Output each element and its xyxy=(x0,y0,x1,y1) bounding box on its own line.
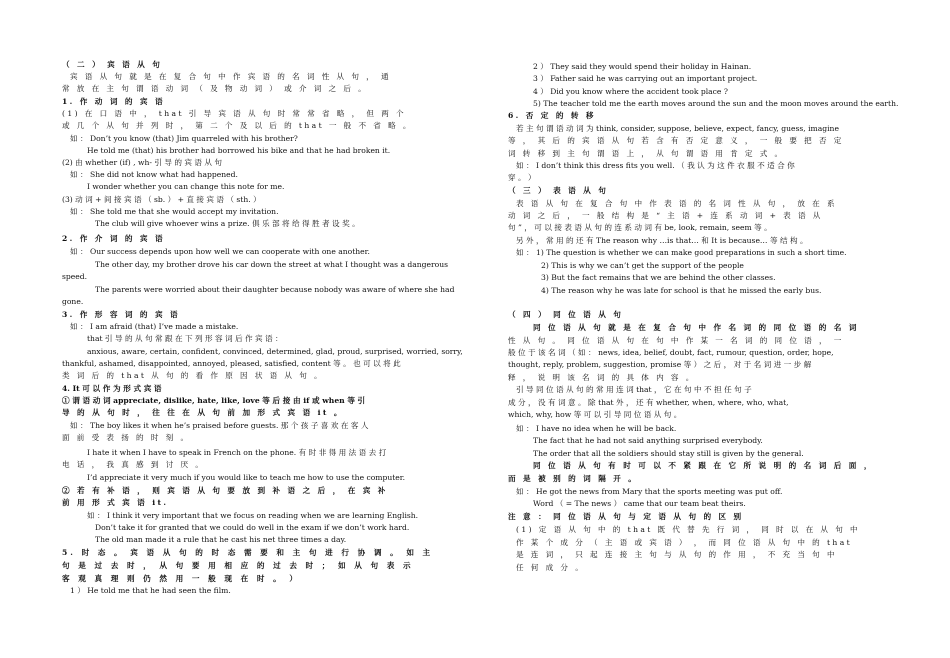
section-heading-object-clause: （ 二 ） 宾 语 从 句 xyxy=(62,60,163,69)
text-line: 常 放 在 主 句 谓 语 动 词 （ 及 物 动 词 ） 或 介 词 之 后 。 xyxy=(62,84,369,93)
word-list-line: thankful, ashamed, disappointed, annoyed, pleased, satisfied, content 等 。 也 可 以 将 此 xyxy=(62,359,401,368)
example-line: 4 ） Did you know where the accident took place ? xyxy=(533,87,728,96)
text-line: 引 导 同 位 语 从 句 的 常 用 连 词 that ， 它 在 句 中 不 担 任 句 子 xyxy=(516,385,752,394)
subheading: 4. It 可 以 作 为 形 式 宾 语 xyxy=(62,384,162,393)
section-heading-predicative-clause: （ 三 ） 表 语 从 句 xyxy=(508,186,609,195)
rule-line: 而 是 被 别 的 词 隔 开 。 xyxy=(508,474,639,483)
text-line: which, why, how 等 可 以 引 导 同 位 语 从 句 。 xyxy=(508,410,682,419)
rule-line: 前 用 形 式 宾 语 it. xyxy=(62,498,169,507)
example-line: 1 ） He told me that he had seen the film. xyxy=(70,586,231,595)
translation-line: 面 前 受 表 扬 的 时 刻 。 xyxy=(62,433,191,442)
example-line: 如 ： I am afraid (that) I’ve made a mistake. xyxy=(70,322,239,331)
example-line: 如 ： I have no idea when he will be back. xyxy=(516,424,677,433)
text-line: thought, reply, problem, suggestion, promise 等 ） 之 后 ， 对 于 名 词 进 一 步 解 xyxy=(508,360,812,369)
text-line: 宾 语 从 句 就 是 在 复 合 句 中 作 宾 语 的 名 词 性 从 句 ， 通 xyxy=(70,72,391,81)
rule-line: 句 是 过 去 时 ， 从 句 要 用 相 应 的 过 去 时 ； 如 从 句 表 示 xyxy=(62,561,414,570)
text-line: 类 词 后 的 that 从 句 的 看 作 原 因 状 语 从 句 。 xyxy=(62,371,325,380)
example-line: The other day, my brother drove his car down the street at what I thought was a dangerous xyxy=(95,260,449,269)
text-line: 若 主 句 谓 语 动 词 为 think, consider, suppose, believe, expect, fancy, guess, imagine xyxy=(516,124,839,133)
text-line: 释 ， 说 明 该 名 词 的 具 体 内 容 。 xyxy=(508,373,696,382)
text-line: 成 分 ， 没 有 词 意 。 除 that 外 ， 还 有 whether, when, where, who, what, xyxy=(508,398,789,407)
example-line: The old man made it a rule that he cast his net three times a day. xyxy=(95,535,347,544)
example-line: 如 ： She did not know what had happened. xyxy=(70,170,238,179)
example-line: Don’t take it for granted that we could do well in the exam if we don’t work hard. xyxy=(95,523,410,532)
rule-line: ② 若 有 补 语 ， 则 宾 语 从 句 要 放 到 补 语 之 后 ， 在 宾 补 xyxy=(62,486,388,495)
text-line: (2) 由 whether (if) , wh- 引 导 的 宾 语 从 句 xyxy=(62,158,222,167)
example-line: He told me (that) his brother had borrowed his bike and that he had broken it. xyxy=(87,146,391,155)
rule-line: 同 位 语 从 句 有 时 可 以 不 紧 跟 在 它 所 说 明 的 名 词 后 面 ， xyxy=(533,461,874,470)
text-line: 作 某 个 成 分 （ 主 语 或 宾 语 ） ， 而 同 位 语 从 句 中 的 that xyxy=(516,538,853,547)
text-line: 句 ” ， 可 以 接 表 语 从 句 的 连 系 动 词 有 be, look, remain, seem 等 。 xyxy=(508,223,772,232)
text-line: 等 ， 其 后 的 宾 语 从 句 若 含 有 否 定 意 义 ， 一 般 要 把 否 定 xyxy=(508,136,844,145)
text-line: (3) 动 词 + 间 接 宾 语 （ sb. ） + 直 接 宾 语 （ sth. ） xyxy=(62,195,261,204)
example-line: The parents were worried about their daughter because nobody was aware of where she had xyxy=(95,285,455,294)
subheading: 1. 作 动 词 的 宾 语 xyxy=(62,97,165,106)
example-line: speed. xyxy=(62,272,88,281)
text-line: that 引 导 的 从 句 常 跟 在 下 列 形 容 词 后 作 宾 语 ： xyxy=(87,334,283,343)
text-line: 般 位 于 该 名 词 （ 如 ： news, idea, belief, doubt, fact, rumour, question, order, hope, xyxy=(508,348,834,357)
example-line: 如 ： I don’t think this dress fits you well. （ 我 认 为 这 件 衣 服 不 适 合 你 xyxy=(516,161,795,170)
example-line: 穿 。 ） xyxy=(508,173,536,182)
subheading: 5. 时 态 。 宾 语 从 句 的 时 态 需 要 和 主 句 进 行 协 调 。 如 主 xyxy=(62,548,434,557)
example-line: The fact that he had not said anything surprised everybody. xyxy=(533,436,763,445)
example-line: 如 ： Our success depends upon how well we can cooperate with one another. xyxy=(70,247,370,256)
text-line: 任 何 成 分 。 xyxy=(516,563,586,572)
example-line: I’d appreciate it very much if you would like to teach me how to use the computer. xyxy=(87,473,406,482)
example-line: 4) The reason why he was late for school is that he missed the early bus. xyxy=(541,286,822,295)
section-heading-appositive-clause: （ 四 ） 同 位 语 从 句 xyxy=(508,310,624,319)
example-line: Word （ = The news ） came that our team beat theirs. xyxy=(533,499,746,508)
definition-line: 性 从 句 。 同 位 语 从 句 在 句 中 作 某 一 名 词 的 同 位 语 ， 一 xyxy=(508,336,844,345)
example-line: 如 ： The boy likes it when he’s praised before guests. 那 个 孩 子 喜 欢 在 客 人 xyxy=(70,421,369,430)
example-line: I hate it when I have to speak in French on the phone. 有 时 非 得 用 法 语 去 打 xyxy=(87,448,387,457)
rule-line: ① 谓 语 动 词 appreciate, dislike, hate, like, love 等 后 接 由 if 或 when 等 引 xyxy=(62,396,366,405)
text-line: 动 词 之 后 ， 一 般 结 构 是 “ 主 语 + 连 系 动 词 + 表 语 从 xyxy=(508,211,823,220)
example-line: 3) But the fact remains that we are behind the other classes. xyxy=(541,273,776,282)
example-line: 2) This is why we can’t get the support of the people xyxy=(541,261,744,270)
translation-line: 电 话 ， 我 真 感 到 讨 厌 。 xyxy=(62,460,206,469)
rule-line: 导 的 从 句 时 ， 往 往 在 从 句 前 加 形 式 宾 语 it 。 xyxy=(62,408,344,417)
example-line: I wonder whether you can change this note for me. xyxy=(87,182,285,191)
text-line: 词 转 移 到 主 句 谓 语 上 ， 从 句 谓 语 用 肯 定 式 。 xyxy=(508,149,785,158)
subheading: 3. 作 形 容 词 的 宾 语 xyxy=(62,310,180,319)
subheading: 6. 否 定 的 转 移 xyxy=(508,111,596,120)
definition-line: 同 位 语 从 句 就 是 在 复 合 句 中 作 名 词 的 同 位 语 的 名 词 xyxy=(533,323,859,332)
text-line: (1) 定 语 从 句 中 的 that 既 代 替 先 行 词 ， 同 时 以 在 从 句 中 xyxy=(516,525,861,534)
note-heading: 注 意 ： 同 位 语 从 句 与 定 语 从 句 的 区 别 xyxy=(508,512,744,521)
word-list-line: anxious, aware, certain, confident, convinced, determined, glad, proud, surprised, worried, sorry, xyxy=(87,347,463,356)
example-line: 如 ： I think it very important that we focus on reading when we are learning English. xyxy=(87,511,419,520)
example-line: The order that all the soldiers should stay still is given by the general. xyxy=(533,449,804,458)
example-line: gone. xyxy=(62,297,84,306)
subheading: 2. 作 介 词 的 宾 语 xyxy=(62,234,165,243)
example-line: The club will give whoever wins a prize. 俱 乐 部 将 给 得 胜 者 设 奖 。 xyxy=(95,219,360,228)
text-line: 另 外 ， 常 用 的 还 有 The reason why …is that… 和 It is because… 等 结 构 。 xyxy=(516,236,808,245)
example-line: 如 ： 1) The question is whether we can make good preparations in such a short time. xyxy=(516,248,847,257)
example-line: 2 ） They said they would spend their holiday in Hainan. xyxy=(533,62,752,71)
text-line: (1) 在 口 语 中 ， that 引 导 宾 语 从 句 时 常 常 省 略 ， 但 两 个 xyxy=(62,109,407,118)
example-line: 5) The teacher told me the earth moves around the sun and the moon moves around the earth. xyxy=(533,99,899,108)
rule-line: 客 观 真 理 则 仍 然 用 一 般 现 在 时 。 ） xyxy=(62,574,300,583)
example-line: 3 ） Father said he was carrying out an important project. xyxy=(533,74,758,83)
text-line: 是 连 词 ， 只 起 连 接 主 句 与 从 句 的 作 用 ， 不 充 当 句 中 xyxy=(516,550,837,559)
example-line: 如 ： She told me that she would accept my invitation. xyxy=(70,207,279,216)
text-line: 或 几 个 从 句 并 列 时 ， 第 二 个 及 以 后 的 that 一 般 不 省 略 。 xyxy=(62,121,413,130)
example-line: 如 ： Don’t you know (that) Jim quarreled with his brother? xyxy=(70,134,298,143)
example-line: 如 ： He got the news from Mary that the sports meeting was put off. xyxy=(516,487,783,496)
text-line: 表 语 从 句 在 复 合 句 中 作 表 语 的 名 词 性 从 句 ， 放 在 系 xyxy=(516,199,837,208)
